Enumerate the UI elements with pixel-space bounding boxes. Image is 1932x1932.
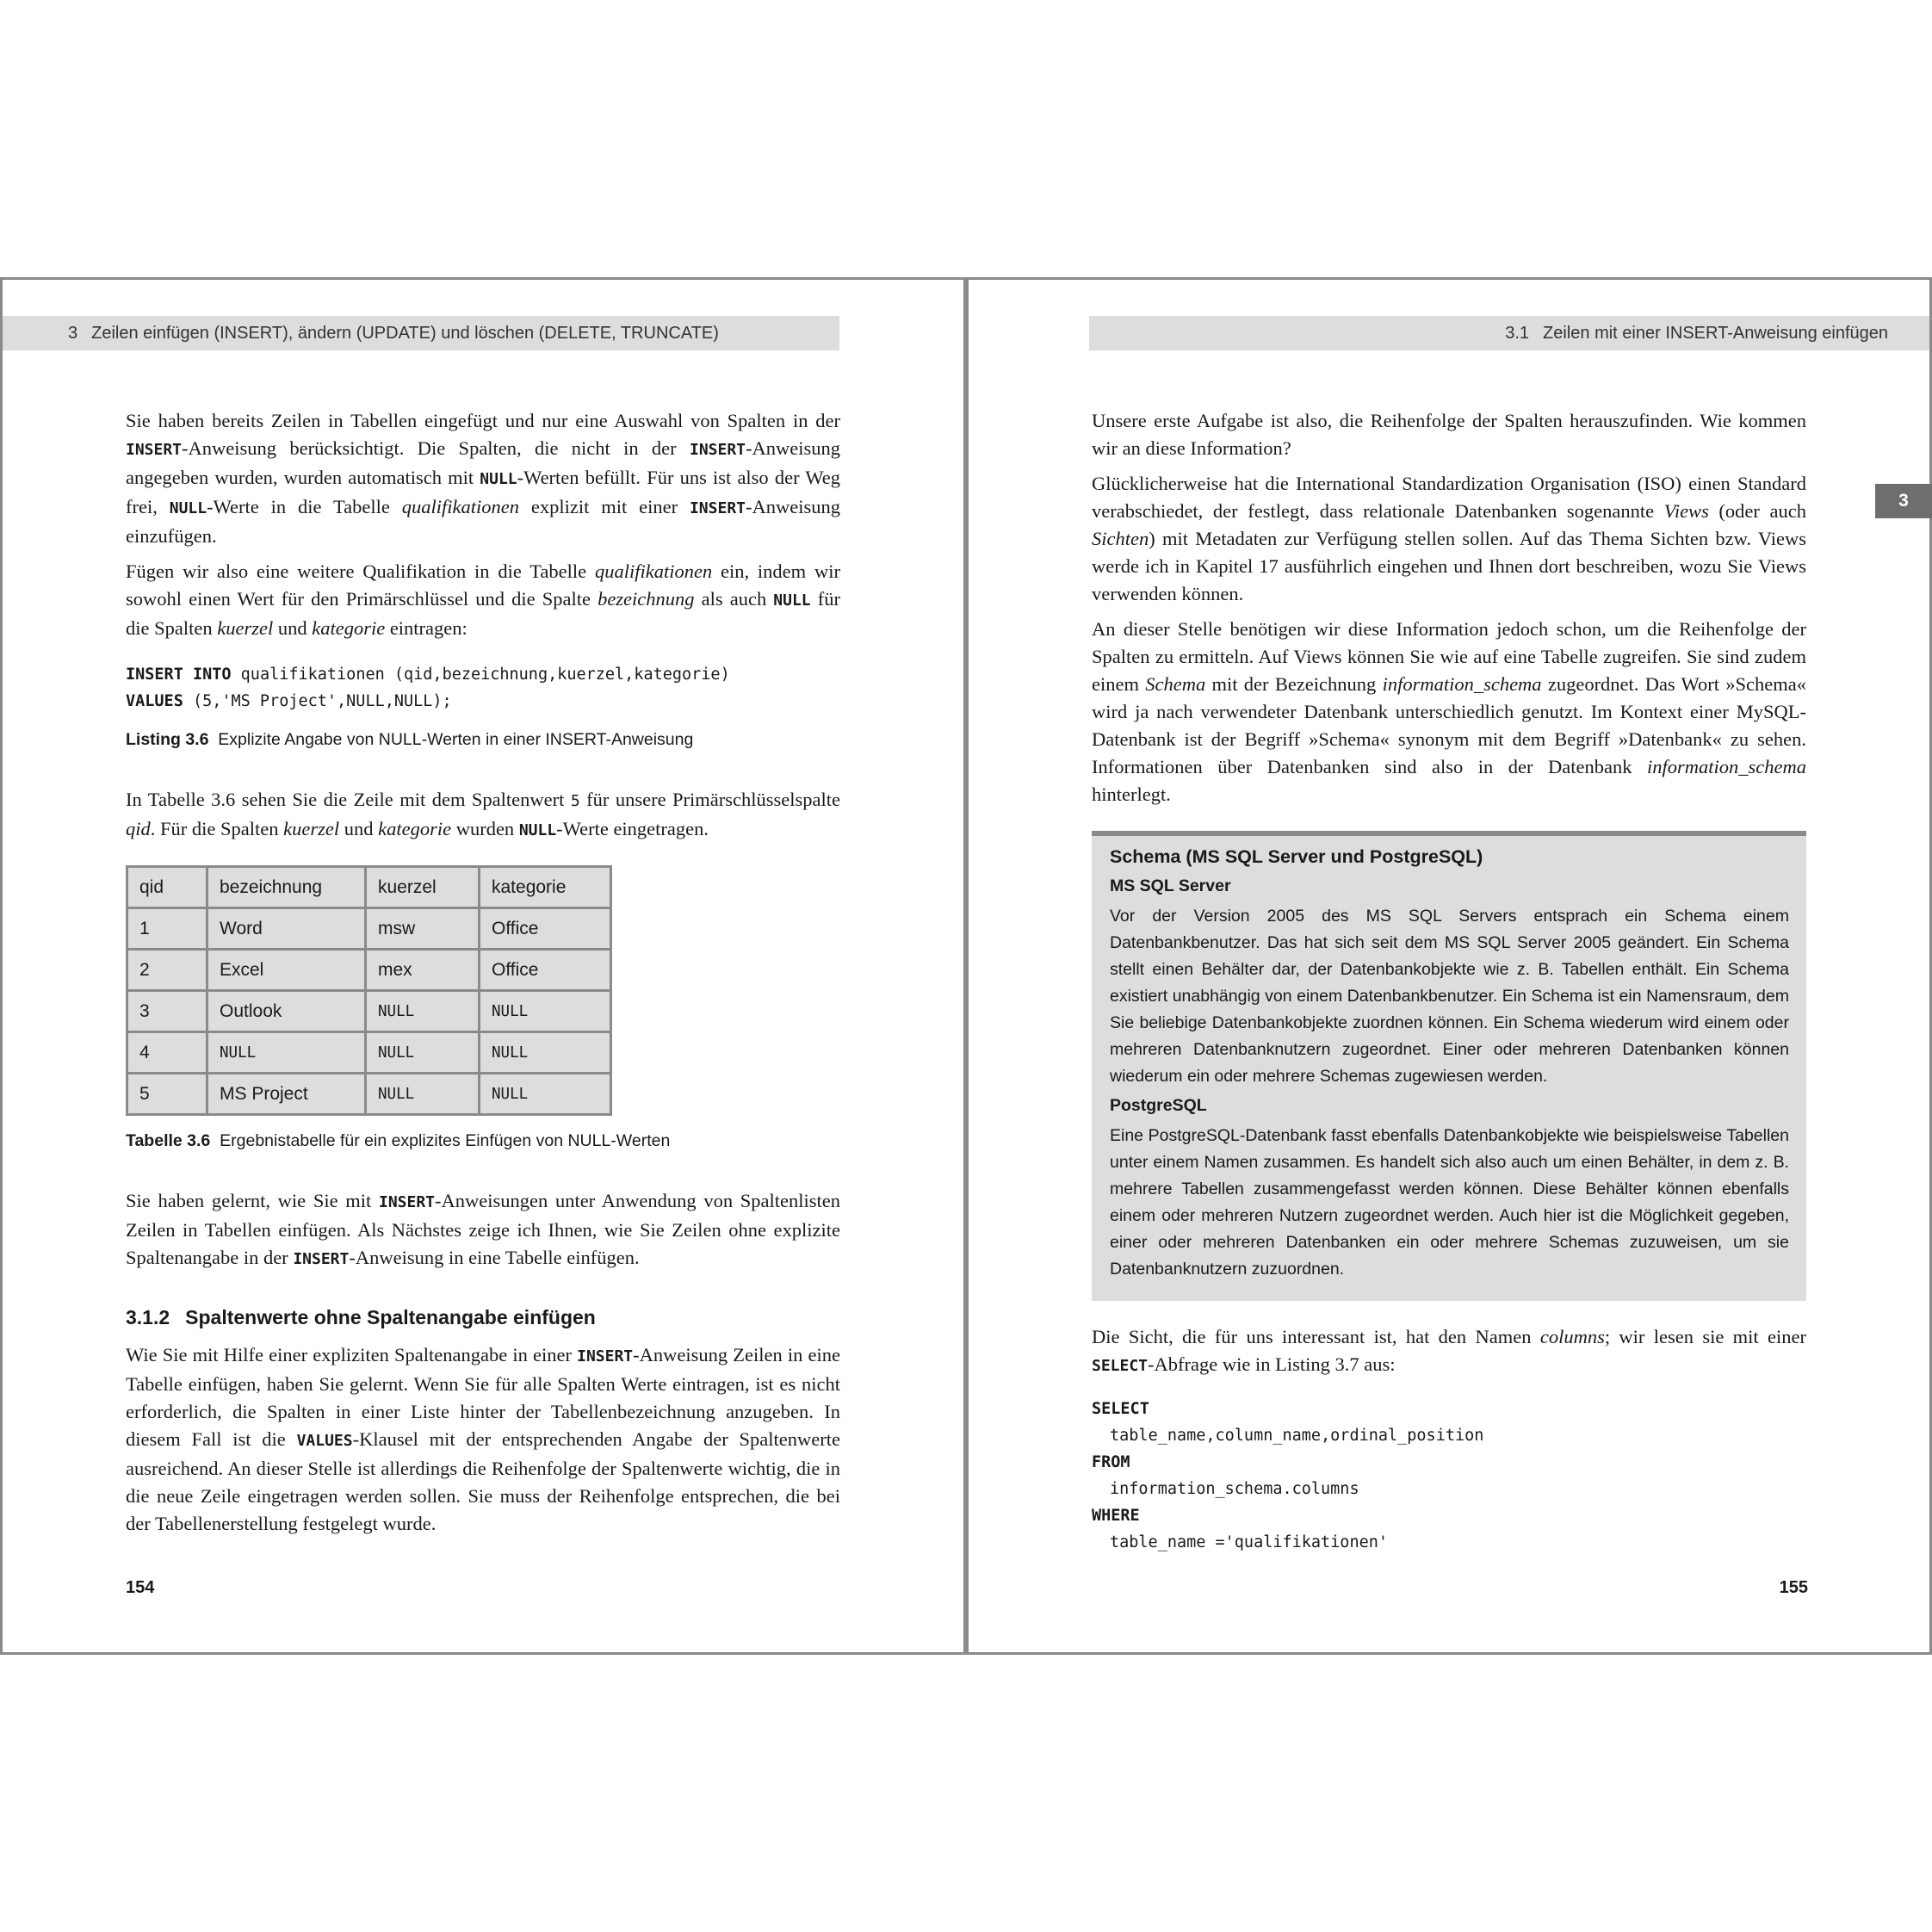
- table-cell: NULL: [366, 1074, 480, 1115]
- column-header: kategorie: [480, 867, 611, 908]
- section-number: 3.1.2: [126, 1306, 170, 1328]
- paragraph: Unsere erste Aufgabe ist also, die Reihenfolge der Spalten herauszufinden. Wie kommen wir an diese Information?: [1092, 410, 1806, 459]
- code-listing: INSERT INTO qualifikationen (qid,bezeichnung,kuerzel,kategorie) VALUES (5,'MS Project',NULL,NULL);: [126, 666, 730, 710]
- table-cell: Word: [207, 908, 366, 950]
- table-cell: 3: [127, 991, 207, 1032]
- info-box-text: Eine PostgreSQL-Datenbank fasst ebenfalls Datenbankobjekte wie beispielsweise Tabellen unter einem Namen zusammen. Es handelt sich also auch um einen Behälter, in dem z. B. mehrere Tabellen zusammengefasst werden können. Diese Behälter können ebenfalls einem oder mehreren Nutzern zugeordnet werden. Auch hier ist die Möglichkeit gegeben, einer oder mehreren Datenbanken ein oder mehrere Schemas zuzuweisen, um sie Datenbanknutzern zuzuordnen.: [1110, 1126, 1789, 1279]
- code-listing: [1092, 1396, 1806, 1556]
- page-number: 155: [1779, 1578, 1808, 1597]
- code-keyword: FROM: [1092, 1453, 1130, 1471]
- table-row: [127, 1074, 611, 1115]
- running-head-number: 3.1: [1505, 323, 1530, 343]
- table-cell: Excel: [207, 950, 366, 991]
- table-cell: NULL: [480, 1032, 611, 1074]
- table-cell: NULL: [366, 991, 480, 1032]
- page-number: 154: [126, 1578, 155, 1597]
- right-content: [1092, 407, 1806, 1556]
- table-cell: 1: [127, 908, 207, 950]
- info-box-subtitle: PostgreSQL: [1110, 1096, 1207, 1115]
- running-head-number: 3: [68, 323, 78, 343]
- left-content: [126, 407, 840, 1545]
- listing-caption: Listing 3.6 Explizite Angabe von NULL-Werten in einer INSERT-Anweisung: [126, 730, 694, 749]
- table-row: [127, 991, 611, 1032]
- table-cell: NULL: [207, 1032, 366, 1074]
- section-title: Spaltenwerte ohne Spaltenangabe einfügen: [185, 1306, 596, 1328]
- column-header: bezeichnung: [207, 867, 366, 908]
- paragraph: Glücklicherweise hat die International Standardization Organisation (ISO) einen Standard verabschiedet, der festlegt, dass relationale Datenbanken sogenannte Views (oder auch Sichten) mit Metadaten zur Verfügung stellen sollen. Auf das Thema Sichten bzw. Views werde ich in Kapitel 17 ausführlich eingehen und Ihnen dort beschreiben, wozu Sie Views verwenden können.: [1092, 473, 1806, 604]
- paragraph: In Tabelle 3.6 sehen Sie die Zeile mit dem Spaltenwert 5 für unsere Primärschlüsselspalte qid. Für die Spalten kuerzel und kategorie wurden NULL-Werte eingetragen.: [126, 789, 841, 839]
- table-cell: MS Project: [207, 1074, 366, 1115]
- column-header: qid: [127, 867, 207, 908]
- table-cell: NULL: [480, 1074, 611, 1115]
- left-page: [3, 280, 963, 1652]
- column-header: kuerzel: [366, 867, 480, 908]
- code-keyword: SELECT: [1092, 1400, 1149, 1418]
- table-cell: Office: [480, 908, 611, 950]
- result-table: [126, 865, 612, 1116]
- chapter-thumb-tab: 3: [1875, 484, 1932, 518]
- info-box-title: Schema (MS SQL Server und PostgreSQL): [1110, 846, 1483, 867]
- running-head-title: Zeilen mit einer INSERT-Anweisung einfügen: [1543, 323, 1888, 343]
- running-head-title: Zeilen einfügen (INSERT), ändern (UPDATE) und löschen (DELETE, TRUNCATE): [91, 323, 719, 343]
- info-box-text: Vor der Version 2005 des MS SQL Servers entsprach ein Schema einem Datenbankbenutzer. Das hat sich seit dem MS SQL Server 2005 geändert. Ein Schema stellt einen Behälter dar, der Datenbankobjekte wie z. B. Tabellen enthält. Ein Schema existiert unabhängig von einem Datenbankbenutzer. Ein Schema ist ein Namensraum, dem Sie beliebige Datenbankobjekte zuordnen können. Ein Schema wiederum wird einem oder mehreren Datenbanknutzern zugeordnet. Einer oder mehreren Datenbanken können wiederum ein oder mehrere Schemas zugewiesen werden.: [1110, 907, 1789, 1086]
- info-box: [1092, 831, 1806, 1301]
- paragraph: Wie Sie mit Hilfe einer expliziten Spaltenangabe in einer INSERT-Anweisung Zeilen in eine Tabelle einfügen, haben Sie gelernt. Wenn Sie für alle Spalten Werte eintragen, ist es nicht erforderlich, die Spalten in einer Liste hinter der Tabellenbezeichnung anzugeben. In diesem Fall ist die VALUES-Klausel mit der entsprechenden Angabe der Spaltenwerte ausreichend. An dieser Stelle ist allerdings die Reihenfolge der Spaltenwerte wichtig, die in die neue Zeile eingetragen werden sollen. Sie muss der Reihenfolge entsprechen, die bei der Tabellenerstellung festgelegt wurde.: [126, 1344, 841, 1534]
- table-caption: Tabelle 3.6 Ergebnistabelle für ein explizites Einfügen von NULL-Werten: [126, 1131, 671, 1150]
- table-cell: 5: [127, 1074, 207, 1115]
- code-line: table_name ='qualifikationen': [1110, 1533, 1389, 1551]
- paragraph: Sie haben bereits Zeilen in Tabellen eingefügt und nur eine Auswahl von Spalten in der INSERT-Anweisung berücksichtigt. Die Spalten, die nicht in der INSERT-Anweisung angegeben wurden, wurden automatisch mit NULL-Werten befüllt. Für uns ist also der Weg frei, NULL-Werte in die Tabelle qualifikationen explizit mit einer INSERT-Anweisung einzufügen.: [126, 410, 840, 547]
- table-cell: NULL: [480, 991, 611, 1032]
- info-box-subtitle: MS SQL Server: [1110, 876, 1231, 895]
- table-cell: msw: [366, 908, 480, 950]
- paragraph: Sie haben gelernt, wie Sie mit INSERT-Anweisungen unter Anwendung von Spaltenlisten Zeilen in Tabellen einfügen. Als Nächstes zeige ich Ihnen, wie Sie Zeilen ohne explizite Spaltenangabe in der INSERT-Anweisung in eine Tabelle einfügen.: [126, 1190, 840, 1268]
- table-cell: NULL: [366, 1032, 480, 1074]
- table-row: [127, 908, 611, 950]
- table-row: [127, 1032, 611, 1074]
- code-keyword: WHERE: [1092, 1507, 1140, 1525]
- code-line: information_schema.columns: [1110, 1480, 1359, 1498]
- right-page: [969, 280, 1929, 1652]
- paragraph: Die Sicht, die für uns interessant ist, hat den Namen columns; wir lesen sie mit einer SELECT-Abfrage wie in Listing 3.7 aus:: [1092, 1326, 1806, 1375]
- table-cell: Outlook: [207, 991, 366, 1032]
- table-cell: Office: [480, 950, 611, 991]
- table-cell: 2: [127, 950, 207, 991]
- table-header-row: [127, 867, 611, 908]
- section-heading: [126, 1306, 840, 1329]
- table-row: [127, 950, 611, 991]
- paragraph: Fügen wir also eine weitere Qualifikation in die Tabelle qualifikationen ein, indem wir sowohl einen Wert für den Primärschlüssel und die Spalte bezeichnung als auch NULL für die Spalten kuerzel und kategorie eintragen:: [126, 560, 840, 639]
- table-cell: 4: [127, 1032, 207, 1074]
- table-cell: mex: [366, 950, 480, 991]
- running-head: [1089, 316, 1929, 350]
- paragraph: An dieser Stelle benötigen wir diese Information jedoch schon, um die Reihenfolge der Spalten zu ermitteln. Auf Views können Sie wie auf eine Tabelle zugreifen. Sie sind zudem einem Schema mit der Bezeichnung information_schema zugeordnet. Das Wort »Schema« wird ja nach verwendeter Datenbank unterschiedlich genutzt. Im Kontext einer MySQL-Datenbank ist der Begriff »Schema« synonym mit dem Begriff »Datenbank« zu sehen. Informationen über Datenbanken sind also in der Datenbank information_schema hinterlegt.: [1092, 618, 1806, 805]
- running-head: [3, 316, 839, 350]
- code-line: table_name,column_name,ordinal_position: [1110, 1427, 1484, 1445]
